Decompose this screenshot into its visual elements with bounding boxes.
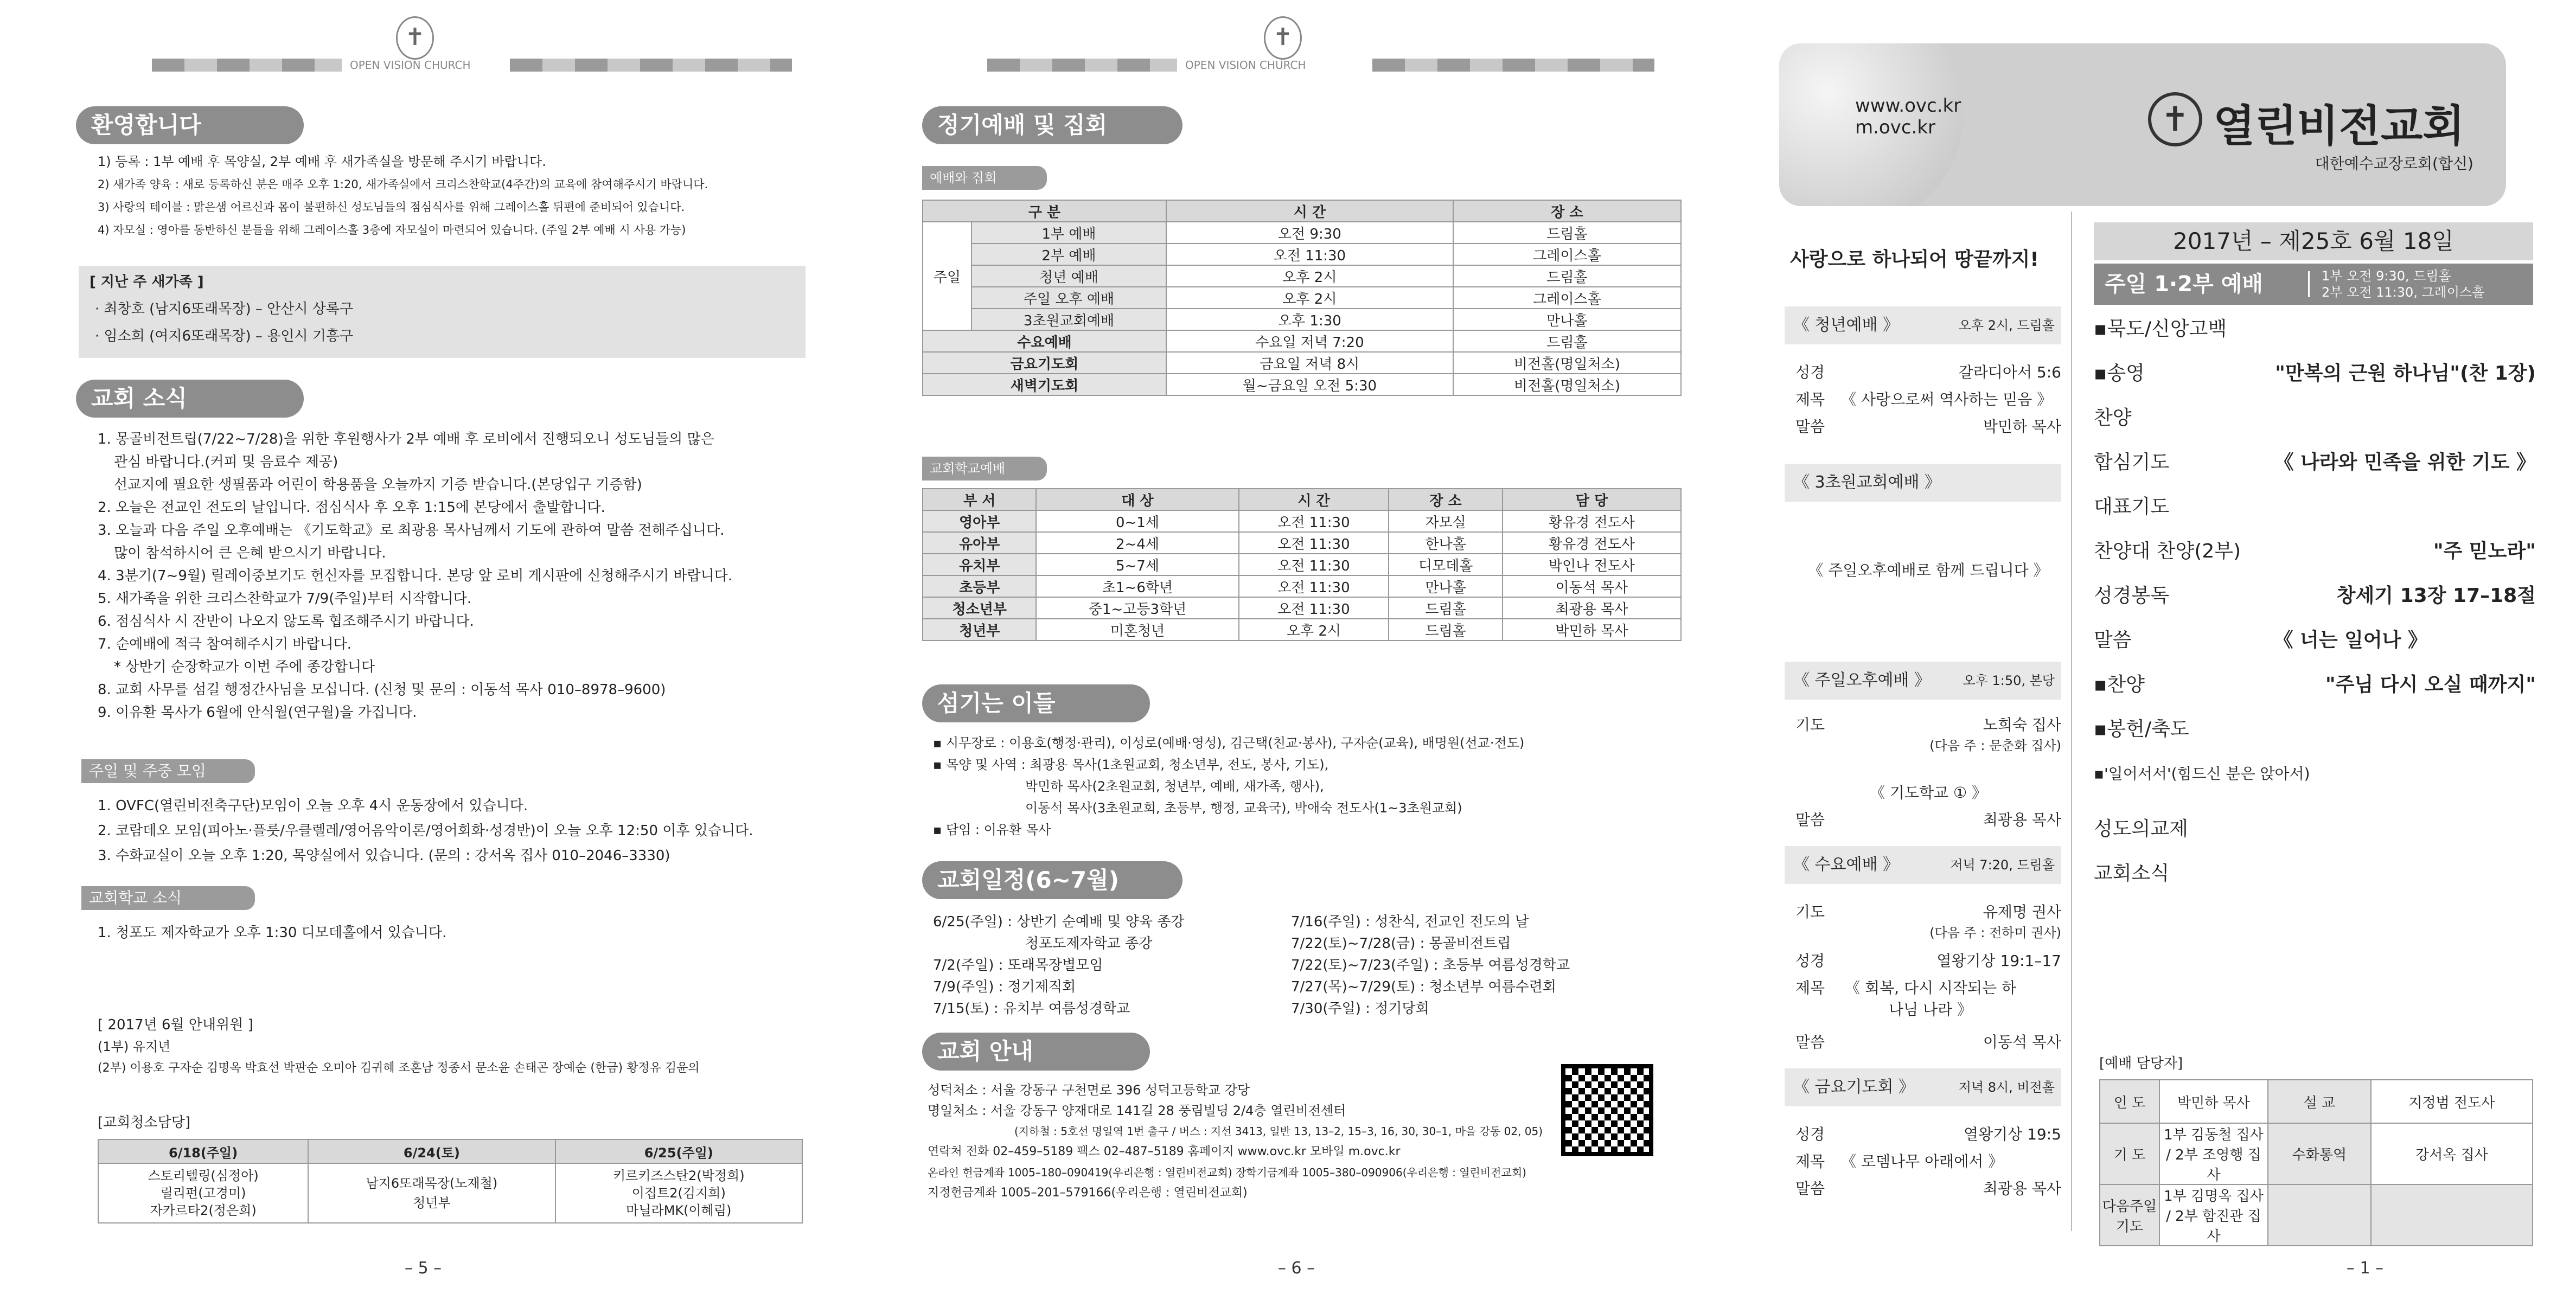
schedule-item: 7/30(주일) : 정기당회 <box>1291 1001 1429 1017</box>
worship-table <box>922 200 1682 396</box>
worship-place: 비전홀(명일처소) <box>1453 374 1681 395</box>
guide-line: (1부) 유지년 <box>98 1039 171 1054</box>
order-item: 말씀 《 너는 일어나 》 <box>2094 629 2427 651</box>
clean-header: 6/25(주일) <box>555 1139 802 1163</box>
duty-row: 다음주일 기도 1부 김명옥 집사 / 2부 함진관 집사 <box>2100 1184 2533 1246</box>
news-item: * 상반기 순장학교가 이번 주에 종강합니다 <box>114 659 375 675</box>
news-item: 7. 순예배에 적극 참여해주시기 바랍니다. <box>98 636 351 652</box>
church-logo-icon: ✝ <box>2148 92 2202 146</box>
servants-section-title: 섬기는 이들 <box>922 684 1150 722</box>
clean-cell <box>555 1163 802 1223</box>
wednesday-header: 《 수요예배 》 저녁 7:20, 드림홀 <box>1785 846 2061 884</box>
order-item: ▪송영 "만복의 근원 하나님"(찬 1장) <box>2094 362 2536 385</box>
welcome-section-title: 환영합니다 <box>76 106 304 144</box>
worship-place: 만나홀 <box>1453 309 1681 330</box>
meeting-item: 2. 코람데오 모임(피아노·플룻/우클렐레/영어음악이론/영어회화·성경반)이 오늘 오후 12:50 이후 있습니다. <box>98 823 753 839</box>
worship-section-title: 정기예배 및 집회 <box>922 106 1182 144</box>
schedule-item: 7/22(토)~7/23(주일) : 초등부 여름성경학교 <box>1291 957 1570 973</box>
order-item: ▪찬양 "주님 다시 오실 때까지" <box>2094 674 2536 696</box>
worship-place: 그레이스홀 <box>1453 244 1681 265</box>
worship-name: 청년 예배 <box>971 265 1166 287</box>
meeting-item: 3. 수화교실이 오늘 오후 1:20, 목양실에서 있습니다. (문의 : 강서옥 집사 010–2046–3330) <box>98 848 670 864</box>
school-item: 1. 청포도 제자학교가 오후 1:30 디모데홀에서 있습니다. <box>98 925 447 941</box>
info-line: 성덕처소 : 서울 강동구 구천면로 396 성덕고등학교 강당 <box>928 1082 1250 1098</box>
info-line: 온라인 헌금계좌 1005–180–090419(우리은행 : 열린비전교회) 장학기금계좌 1005–380–090906(우리은행 : 열린비전교회) <box>928 1166 1526 1179</box>
news-item: 2. 오늘은 전교인 전도의 날입니다. 점심식사 후 오후 1:15에 본당에서 출발합니다. <box>98 499 605 516</box>
worship-time: 수요일 저녁 7:20 <box>1166 330 1453 352</box>
worship-place: 드림홀 <box>1453 330 1681 352</box>
duty-title: [예배 담당자] <box>2099 1055 2183 1072</box>
schedule-item: 7/2(주일) : 또래목장별모임 <box>933 957 1103 973</box>
clean-cell-line: 스토리텔링(심정아) <box>148 1168 259 1183</box>
welcome-line: 3) 사랑의 테이블 : 맑은샘 어르신과 몸이 불편하신 성도님들의 점심식사를 위해 그레이스홀 뒤편에 준비되어 있습니다. <box>98 201 685 214</box>
denomination: 대한예수교장로회(합신) <box>2315 155 2473 172</box>
news-item: 관심 바랍니다.(커피 및 음료수 제공) <box>114 454 338 470</box>
worship-time: 오후 2시 <box>1166 287 1453 309</box>
order-item: 성경봉독 창세기 13장 17–18절 <box>2094 585 2536 607</box>
news-item: 선교지에 필요한 생필품과 어린이 학용품을 오늘까지 기증 받습니다.(본당입구 기증함) <box>114 477 642 493</box>
worship-time: 오전 9:30 <box>1166 222 1453 244</box>
clean-cell-line: 마닐라MK(이혜림) <box>626 1203 732 1218</box>
schedule-item: 7/16(주일) : 성찬식, 전교인 전도의 날 <box>1291 914 1529 930</box>
servants-line: 이동석 목사(3초원교회, 초등부, 행정, 교육국), 박애숙 전도사(1~3초원교회) <box>1025 800 1462 816</box>
order-item: 합심기도 《 나라와 민족을 위한 기도 》 <box>2094 451 2536 473</box>
worship-place: 비전홀(명일처소) <box>1453 352 1681 374</box>
school-subtitle: 교회학교 소식 <box>81 886 255 910</box>
schedule-item: 7/15(토) : 유치부 여름성경학교 <box>933 1001 1130 1017</box>
guide-line: (2부) 이용호 구자순 김명옥 박효선 박판순 오미아 김귀혜 조혼남 정종서 문소윤 손태곤 장예순 (한금) 황정유 김윤의 <box>98 1061 700 1075</box>
order-item: 교회소식 <box>2094 862 2170 885</box>
church-name: 열린비전교회 <box>2213 101 2465 151</box>
youth-header: 《 청년예배 》 오후 2시, 드림홀 <box>1785 306 2061 344</box>
duty-table <box>2099 1079 2533 1246</box>
new-family-title: [ 지난 주 새가족 ] <box>90 274 204 290</box>
news-item: 많이 참석하시어 큰 은혜 받으시기 바랍니다. <box>114 545 386 561</box>
left-column: 사랑으로 하나되어 땅끝까지! 《 청년예배 》 오후 2시, 드림홀 성경 갈라디아서 5:6 제목 《 사랑으로써 역사하는 믿음 》 말씀 박민하 목사 《 3초원교회예배 》 《 주일오후예배로 함께 드립니다 》 《 주일오후예배 》 오후 1:50, 본당 기도 노희숙 집사 (다음 주 : 문춘화 집사) 《 기도학교 ① 》 말씀 최광용 목사 《 수요예배 》 저녁 7:20, 드림홀 기도 유제명 권사 (다음 주 : 전하미 권사) 성경 열왕기상 19:1–17 제목 《 회복, 다시 시작되는 하나님 나라 》 말씀 이동석 목사 《 금요기도회 》 저녁 8시, 비전홀 성경 열왕기상 19:5 제목 《 로뎀나무 아래에서 》 말씀 최광용 목사 <box>1785 212 2072 1231</box>
worship-time: 오후 1:30 <box>1166 309 1453 330</box>
schedule-item: 7/27(목)~7/29(토) : 청소년부 여름수련회 <box>1291 979 1556 995</box>
meeting-item: 1. OVFC(열린비전축구단)모임이 오늘 오후 4시 운동장에서 있습니다. <box>98 798 528 814</box>
worship-place: 드림홀 <box>1453 222 1681 244</box>
worship-name: 1부 예배 <box>971 222 1166 244</box>
info-line: 명일처소 : 서울 강동구 양재대로 141길 28 풍림빌딩 2/4층 열린비전센터 <box>928 1103 1346 1118</box>
clean-cell-line: 이집트2(김지희) <box>631 1186 726 1201</box>
church-en-name: OPEN VISION CHURCH <box>350 59 471 72</box>
worship-time: 월~금요일 오전 5:30 <box>1166 374 1453 395</box>
clean-cell-line: 청년부 <box>413 1195 451 1210</box>
news-item: 1. 몽골비전트립(7/22~7/28)을 위한 후원행사가 2부 예배 후 로비에서 진행되오니 성도님들의 많은 <box>98 431 714 447</box>
info-line: 지정헌금계좌 1005–201–579166(우리은행 : 열린비전교회) <box>928 1186 1248 1200</box>
clean-cell <box>98 1163 308 1223</box>
new-family-item: · 최창호 (남지6또래목장) – 안산시 상록구 <box>95 301 354 317</box>
clean-cell-line: 자카르타2(정은희) <box>150 1203 257 1218</box>
page-number: – 6 – <box>1277 1259 1315 1278</box>
masthead <box>1779 43 2506 206</box>
church-en-name: OPEN VISION CHURCH <box>1185 59 1306 72</box>
news-item: 6. 점심식사 시 잔반이 나오지 않도록 협조해주시기 바랍니다. <box>98 613 474 630</box>
servants-line: ▪ 담임 : 이유환 목사 <box>933 822 1051 837</box>
qr-code[interactable] <box>1561 1064 1653 1156</box>
motto: 사랑으로 하나되어 땅끝까지! <box>1790 248 2039 271</box>
clean-header: 6/18(주일) <box>98 1139 308 1163</box>
worship-place: 드림홀 <box>1453 265 1681 287</box>
church-cross-icon: ✝ <box>1264 16 1302 60</box>
order-item: 찬양 <box>2094 407 2132 429</box>
school-header: 장 소 <box>1389 489 1502 510</box>
page-1 <box>1752 0 2576 1294</box>
worship-name: 금요기도회 <box>923 352 1166 374</box>
servants-line: ▪ 시무장로 : 이용호(행정·관리), 이성로(예배·영성), 김근택(친교·봉사), 구자순(교육), 배명원(선교·전도) <box>933 735 1525 751</box>
news-item: 3. 오늘과 다음 주일 오후예배는 《기도학교》로 최광용 목사님께서 기도에 관하여 말씀 전해주십니다. <box>98 522 725 539</box>
page-6 <box>868 0 1730 1294</box>
servants-line: ▪ 목양 및 사역 : 최광용 목사(1초원교회, 청소년부, 전도, 봉사, 기도), <box>933 757 1329 772</box>
new-family-item: · 임소희 (여지6또래목장) – 용인시 기흥구 <box>95 328 354 344</box>
news-item: 4. 3분기(7~9월) 릴레이중보기도 헌신자를 모집합니다. 본당 앞 로비 게시판에 신청해주시기 바랍니다. <box>98 568 733 584</box>
school-row: 청년부 미혼청년 오후 2시 드림홀 박민하 목사 <box>923 619 1681 640</box>
school-worship-subtitle: 교회학교예배 <box>922 457 1047 481</box>
schedule-item: 6/25(주일) : 상반기 순예배 및 양육 종강 <box>933 914 1185 930</box>
issue-date: 2017년 – 제25호 6월 18일 <box>2094 222 2533 260</box>
school-header: 대 상 <box>1036 489 1238 510</box>
school-worship-table <box>922 488 1682 641</box>
third-header: 《 3초원교회예배 》 <box>1785 464 2061 502</box>
news-item: 9. 이유환 목사가 6월에 안식월(연구월)을 가집니다. <box>98 704 417 721</box>
clean-header: 6/24(토) <box>308 1139 555 1163</box>
school-row: 청소년부 중1~고등3학년 오전 11:30 드림홀 최광용 목사 <box>923 597 1681 619</box>
welcome-line: 4) 자모실 : 영아를 동반하신 분들을 위해 그레이스홀 3층에 자모실이 마련되어 있습니다. (주일 2부 예배 시 사용 가능) <box>98 223 686 236</box>
worship-subtitle: 예배와 집회 <box>922 166 1047 190</box>
church-cross-icon: ✝ <box>396 16 434 60</box>
worship-name: 수요예배 <box>923 330 1166 352</box>
clean-title: [교회청소담당] <box>98 1114 190 1131</box>
page-number: – 1 – <box>2346 1259 2384 1278</box>
clean-cell-line: 릴리펀(고경미) <box>160 1186 246 1201</box>
info-section-title: 교회 안내 <box>922 1033 1150 1071</box>
news-item: 8. 교회 사무를 섬길 행정간사님을 모십니다. (신청 및 문의 : 이동석 목사 010–8978–9600) <box>98 682 666 698</box>
afternoon-header: 《 주일오후예배 》 오후 1:50, 본당 <box>1785 662 2061 700</box>
order-item: ▪'일어서서'(힘드신 분은 앉아서) <box>2094 765 2310 783</box>
third-note: 《 주일오후예배로 함께 드립니다 》 <box>1808 561 2049 579</box>
clean-cell-line: 남지6또래목장(노재철) <box>366 1176 498 1191</box>
friday-header: 《 금요기도회 》 저녁 8시, 비전홀 <box>1785 1068 2061 1106</box>
worship-time: 오후 2시 <box>1166 265 1453 287</box>
worship-group: 주일 <box>923 222 971 330</box>
order-item: 성도의교제 <box>2094 818 2188 840</box>
worship-header: 장 소 <box>1453 200 1681 222</box>
school-row: 유아부 2~4세 오전 11:30 한나홀 황유경 전도사 <box>923 532 1681 554</box>
page-number: – 5 – <box>404 1259 442 1278</box>
clean-cell-line: 키르키즈스탄2(박정희) <box>612 1168 745 1183</box>
worship-name: 새벽기도회 <box>923 374 1166 395</box>
order-item: ▪봉헌/축도 <box>2094 718 2189 740</box>
order-item: ▪묵도/신앙고백 <box>2094 318 2227 340</box>
news-section-title: 교회 소식 <box>76 380 304 418</box>
news-item: 5. 새가족을 위한 크리스찬학교가 7/9(주일)부터 시작합니다. <box>98 591 472 607</box>
worship-time: 금요일 저녁 8시 <box>1166 352 1453 374</box>
clean-cell <box>308 1163 555 1223</box>
school-row: 유치부 5~7세 오전 11:30 디모데홀 박인나 전도사 <box>923 554 1681 575</box>
schedule-section-title: 교회일정(6~7월) <box>922 861 1182 899</box>
info-line: 연락처 전화 02–459–5189 팩스 02–487–5189 홈페이지 www.ovc.kr 모바일 m.ovc.kr <box>928 1145 1401 1158</box>
school-row: 영아부 0~1세 오전 11:30 자모실 황유경 전도사 <box>923 510 1681 532</box>
worship-header: 구 분 <box>923 200 1166 222</box>
duty-row: 기 도 1부 김동철 집사 / 2부 조영행 집사 수화통역 강서옥 집사 <box>2100 1123 2533 1184</box>
schedule-item: 7/22(토)~7/28(금) : 몽골비전트립 <box>1291 936 1511 952</box>
service-banner: 주일 1·2부 예배 1부 오전 9:30, 드림홀 2부 오전 11:30, 그레이스홀 <box>2094 264 2533 305</box>
schedule-item: 청포도제자학교 종강 <box>1025 936 1153 952</box>
school-header: 담 당 <box>1503 489 1681 510</box>
worship-place: 그레이스홀 <box>1453 287 1681 309</box>
worship-name: 주일 오후 예배 <box>971 287 1166 309</box>
guide-title: [ 2017년 6월 안내위원 ] <box>98 1017 253 1033</box>
info-line: (지하철 : 5호선 명일역 1번 출구 / 버스 : 지선 3413, 일반 13, 13–2, 15–3, 16, 30, 30–1, 마을 강동 02, 05) <box>1014 1125 1543 1138</box>
school-row: 초등부 초1~6학년 오전 11:30 만나홀 이동석 목사 <box>923 575 1681 597</box>
worship-name: 3초원교회예배 <box>971 309 1166 330</box>
order-item: 찬양대 찬양(2부) "주 믿노라" <box>2094 540 2536 562</box>
page-header-bar <box>987 59 1654 72</box>
site-url[interactable]: www.ovc.kr m.ovc.kr <box>1855 95 1961 138</box>
page-5 <box>0 0 846 1294</box>
right-column <box>2088 212 2539 1245</box>
page-header-bar <box>152 59 792 72</box>
school-header: 부 서 <box>923 489 1036 510</box>
welcome-line: 2) 새가족 양육 : 새로 등록하신 분은 매주 오후 1:20, 새가족실에서 크리스찬학교(4주간)의 교육에 참여해주시기 바랍니다. <box>98 178 708 191</box>
worship-time: 오전 11:30 <box>1166 244 1453 265</box>
order-item: 대표기도 <box>2094 496 2170 518</box>
worship-header: 시 간 <box>1166 200 1453 222</box>
meeting-subtitle: 주일 및 주중 모임 <box>81 759 255 783</box>
clean-table <box>98 1139 803 1223</box>
duty-row: 인 도 박민하 목사 설 교 지정범 전도사 <box>2100 1080 2533 1123</box>
welcome-line: 1) 등록 : 1부 예배 후 목양실, 2부 예배 후 새가족실을 방문해 주시기 바랍니다. <box>98 154 546 169</box>
servants-line: 박민하 목사(2초원교회, 청년부, 예배, 새가족, 행사), <box>1025 779 1324 794</box>
schedule-item: 7/9(주일) : 정기제직회 <box>933 979 1076 995</box>
worship-name: 2부 예배 <box>971 244 1166 265</box>
school-header: 시 간 <box>1239 489 1389 510</box>
